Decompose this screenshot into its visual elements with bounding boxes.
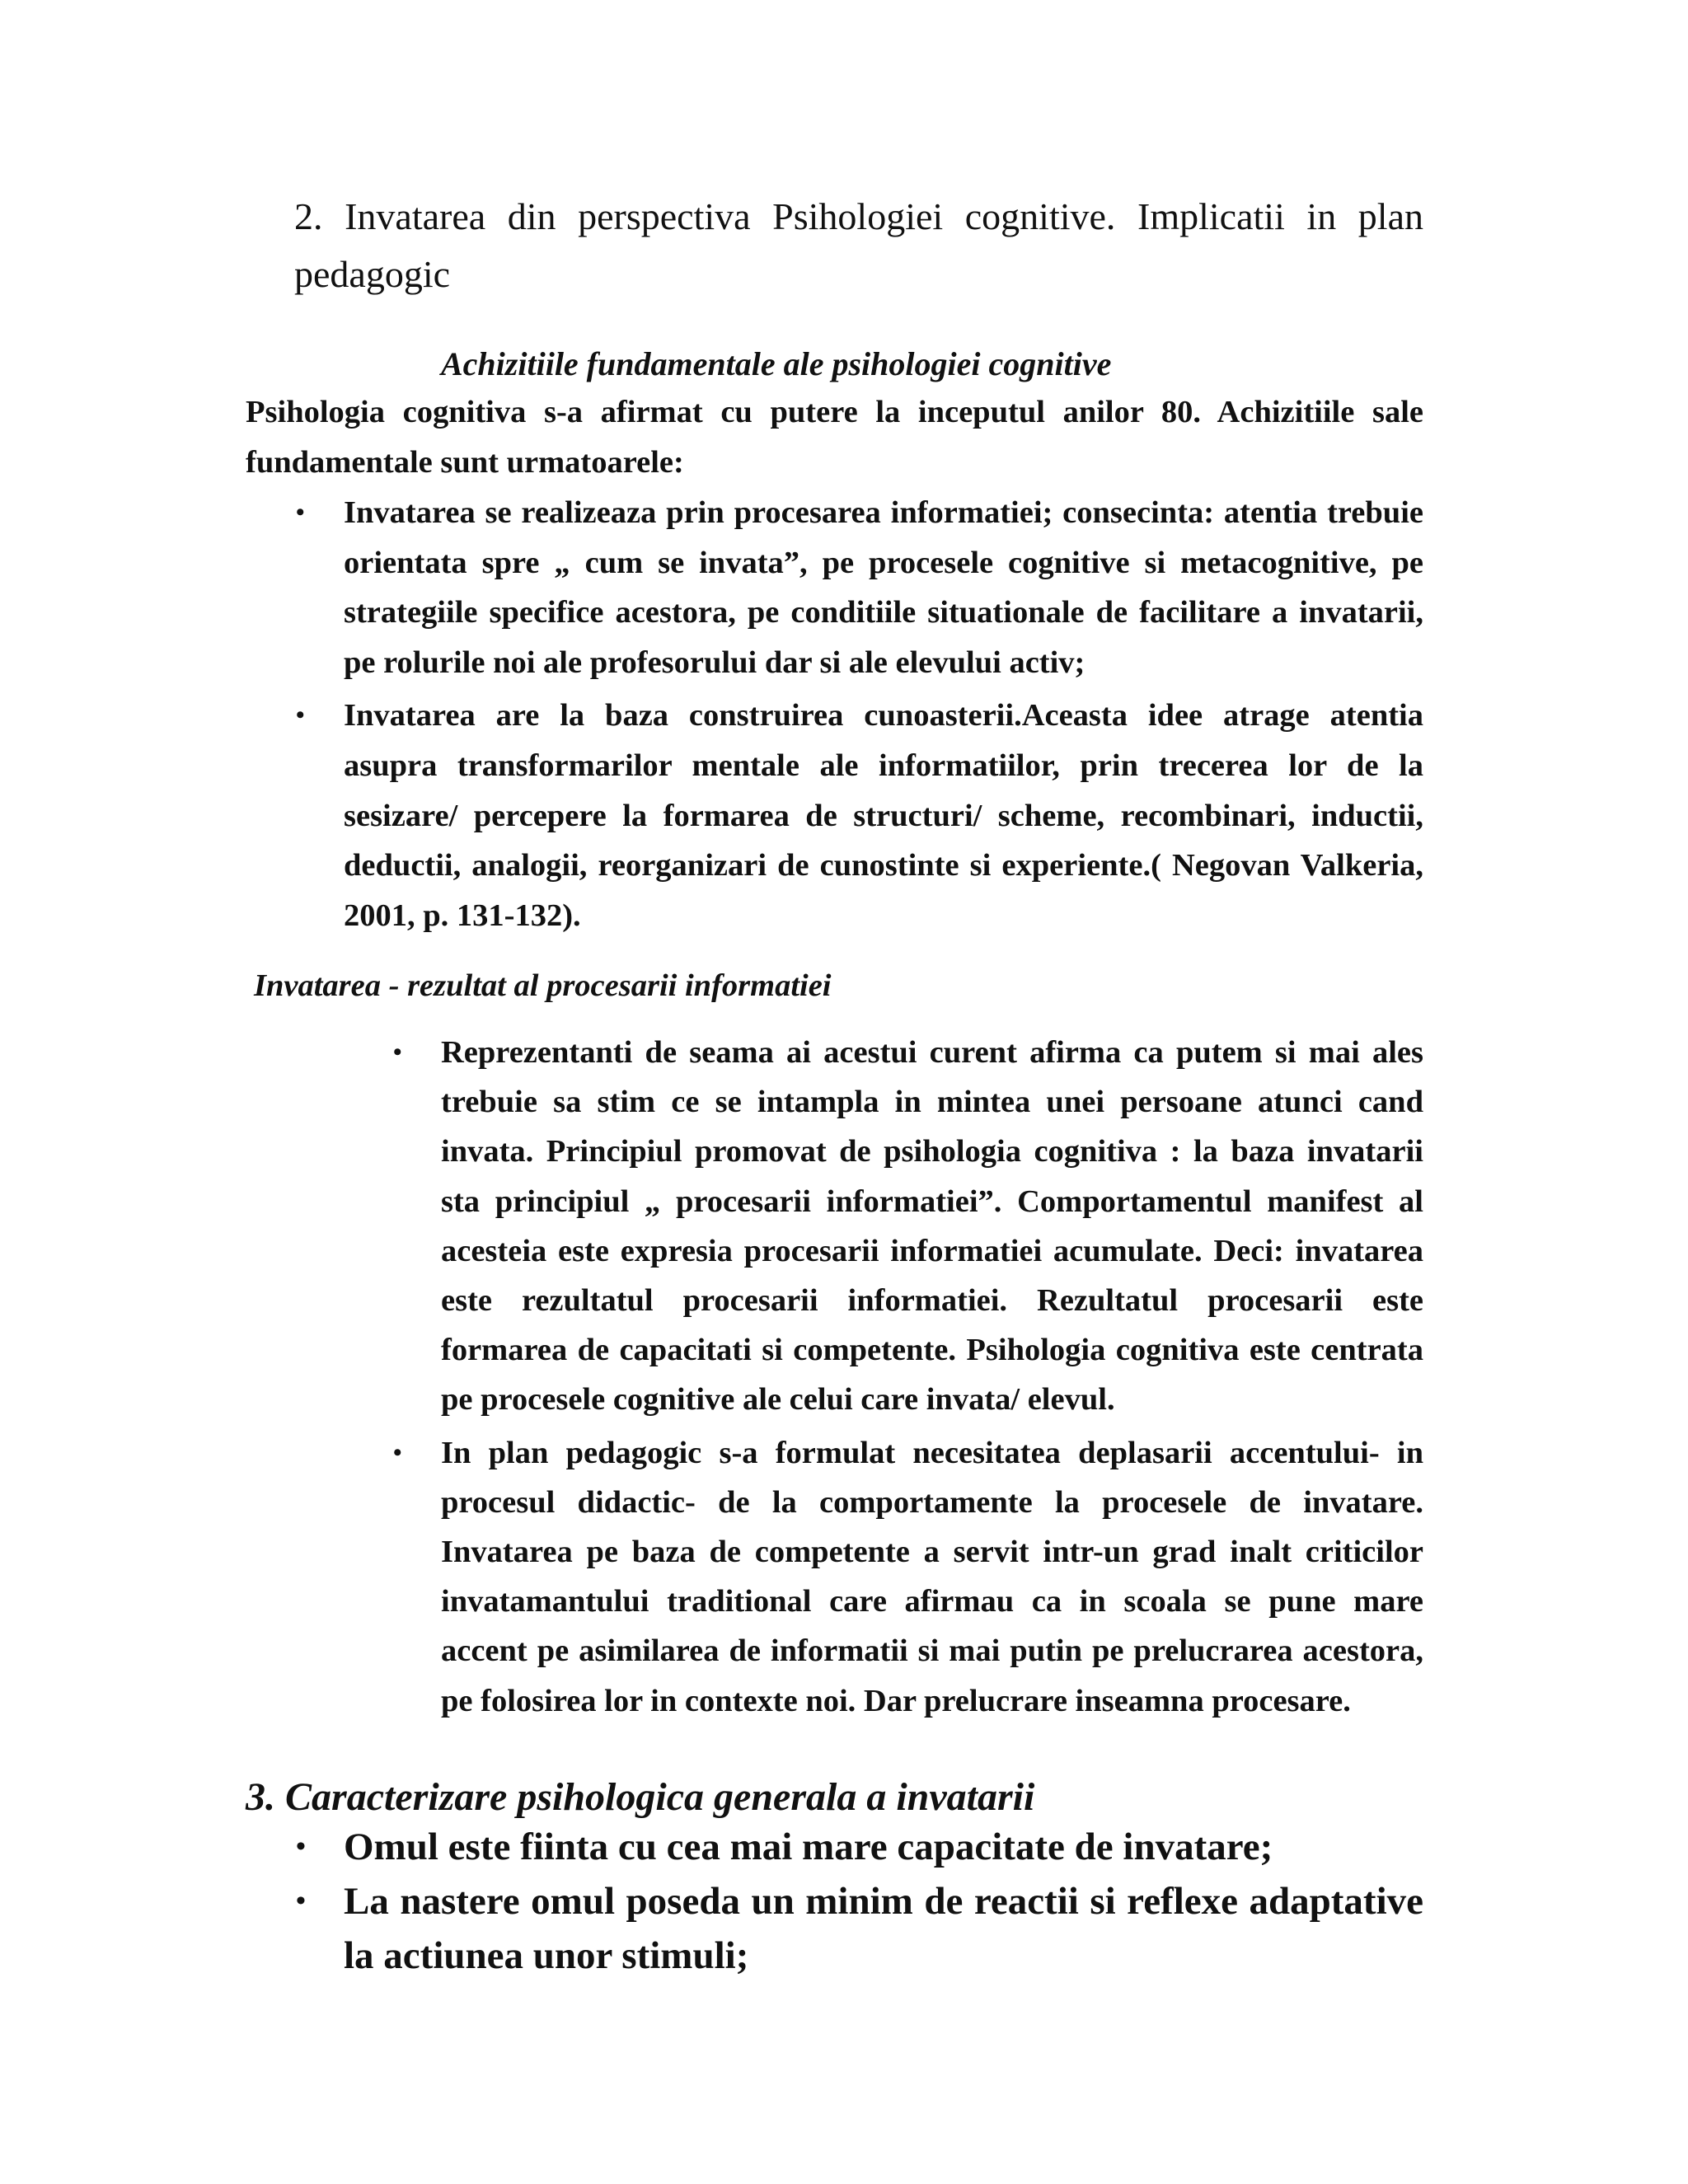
bullet-icon: • — [296, 701, 305, 729]
list-item — [296, 1874, 1423, 1983]
list-item — [296, 691, 1423, 940]
intro-paragraph: Psihologia cognitiva s-a afirmat cu putere la inceputul anilor 80. Achizitiile sale fundamentale sunt urmatoarele: — [246, 395, 1423, 480]
bullet-icon: • — [296, 1831, 306, 1862]
bullet-icon: • — [296, 1886, 306, 1916]
list-item-text: In plan pedagogic s-a formulat necesitatea deplasarii accentului- in procesul didactic- de la comportamente la procesele de invatare. Invatarea pe baza de competente a servit intr-un grad inalt criticilor invatamantului traditional care afirmau ca in scoala se pune mare accent pe asimilarea de informatii si mai putin pe prelucrarea acestora, pe folosirea lor in contexte noi. Dar prelucrare inseamna procesare. — [441, 1435, 1423, 1718]
list-item-text: La nastere omul poseda un minim de reactii si reflexe adaptative la actiunea unor stimuli; — [344, 1880, 1423, 1977]
section-2-heading: 2. Invatarea din perspectiva Psihologiei cognitive. Implicatii in plan pedagogic — [294, 195, 1423, 295]
bullet-icon: • — [393, 1038, 402, 1066]
section-3-heading: 3. Caracterizare psihologica generala a invatarii — [246, 1775, 1035, 1819]
list-item-text: Omul este fiinta cu cea mai mare capacitate de invatare; — [344, 1825, 1273, 1868]
list-item — [393, 1028, 1423, 1425]
list-item — [296, 1820, 1423, 1874]
list-item — [393, 1428, 1423, 1726]
subheading-invatarea-rezultat: Invatarea - rezultat al procesarii informatiei — [254, 968, 832, 1003]
list-item-text: Reprezentanti de seama ai acestui curent afirma ca putem si mai ales trebuie sa stim ce se intampla in mintea unei persoane atunci cand invata. Principiul promovat de psihologia cognitiva : la baza invatarii sta principiul „ procesarii informatiei”. Comportamentul manifest al acesteia este expresia procesarii informatiei acumulate. Deci: invatarea este rezultatul procesarii informatiei. Rezultatul procesarii este formarea de capacitati si competente. Psihologia cognitiva este centrata pe procesele cognitive ale celui care invata/ elevul. — [441, 1035, 1423, 1418]
list-item — [296, 488, 1423, 687]
bullet-icon: • — [393, 1438, 402, 1466]
list-item-text: Invatarea se realizeaza prin procesarea informatiei; consecinta: atentia trebuie orientata spre „ cum se invata”, pe procesele cognitive si metacognitive, pe strategiile specifice acestora, pe conditiile situationale de facilitare a invatarii, pe rolurile noi ale profesorului dar si ale elevului activ; — [344, 495, 1423, 680]
section-3-bullet-list — [296, 1820, 1423, 1983]
subheading-achizitii-fundamentale: Achizitiile fundamentale ale psihologiei cognitive — [441, 345, 1112, 382]
bullet-icon: • — [296, 499, 305, 526]
achizitii-bullet-list — [296, 488, 1423, 940]
procesare-bullet-list — [393, 1028, 1423, 1726]
list-item-text: Invatarea are la baza construirea cunoasterii.Aceasta idee atrage atentia asupra transformarilor mentale ale informatiilor, prin trecerea lor de la sesizare/ percepere la formarea de structuri/ scheme, recombinari, inductii, deductii, analogii, reorganizari de cunostinte si experiente.( Negovan Valkeria, 2001, p. 131-132). — [344, 698, 1423, 933]
